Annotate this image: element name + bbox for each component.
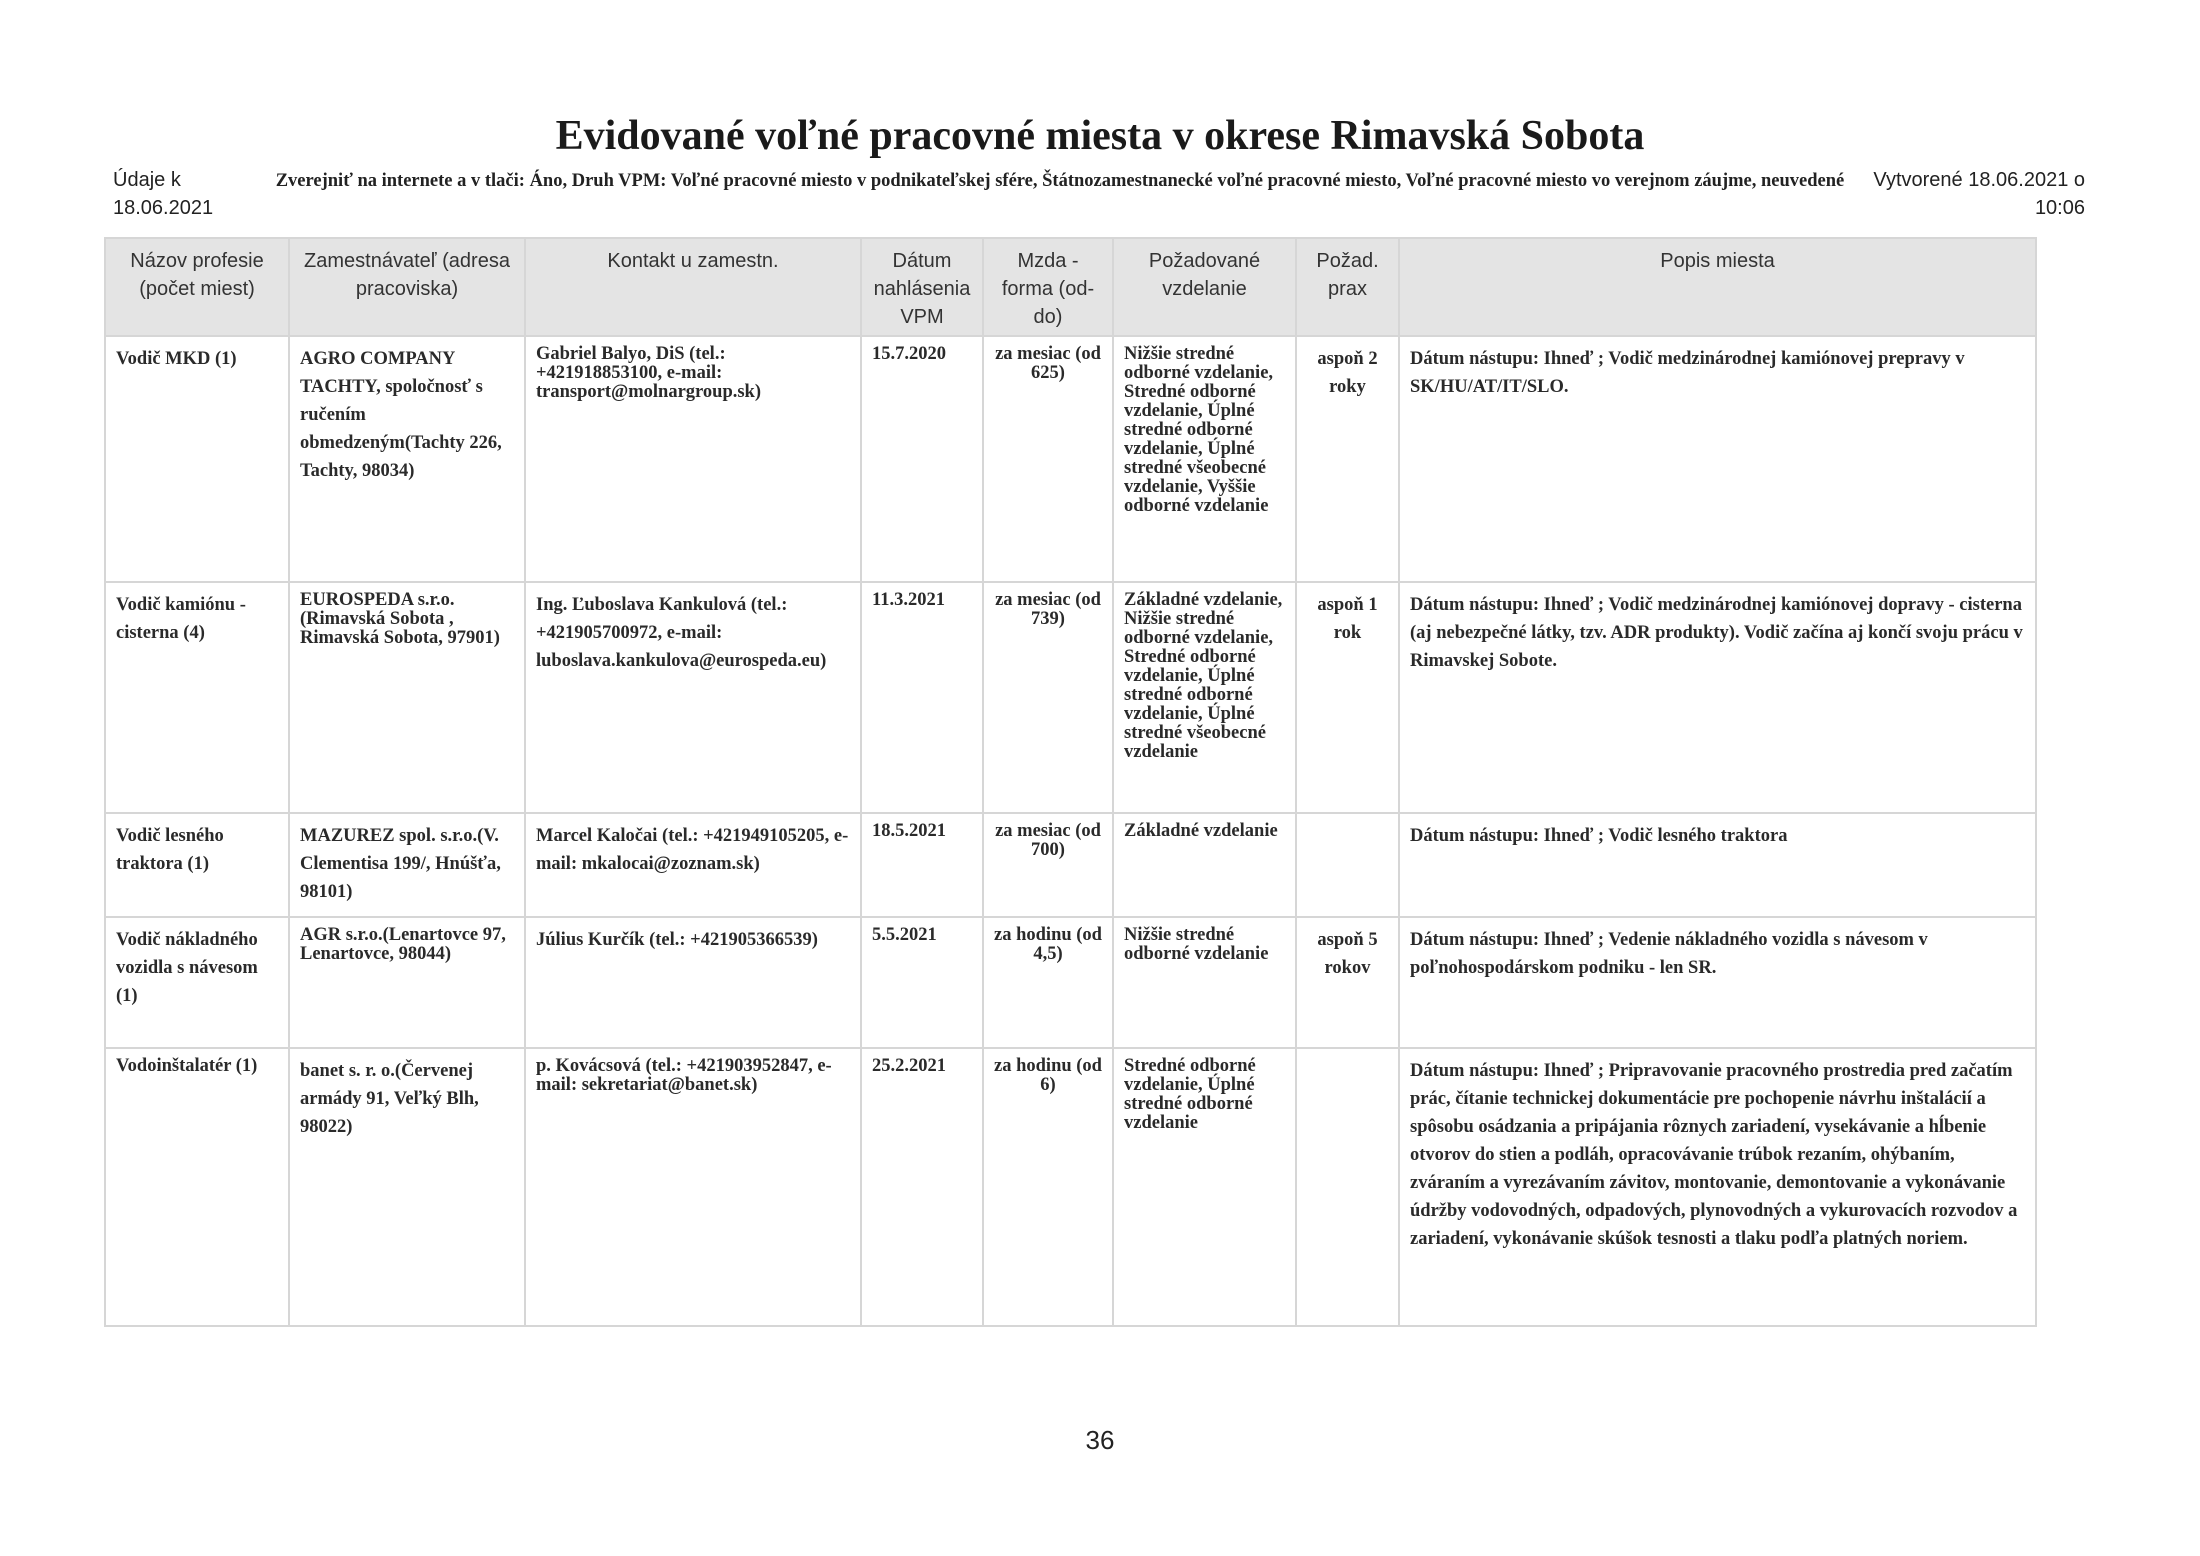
cell-profession: Vodič nákladného vozidla s návesom (1) bbox=[105, 917, 289, 1048]
page-number: 36 bbox=[1085, 1425, 1115, 1455]
cell-salary: za mesiac (od 700) bbox=[983, 813, 1113, 917]
cell-employer: MAZUREZ spol. s.r.o.(V. Clementisa 199/, Hnúšťa, 98101) bbox=[289, 813, 525, 917]
filter-criteria: Zverejniť na internete a v tlači: Áno, Druh VPM: Voľné pracovné miesto v podnikateľskej sfére, Štátnozamestnanecké voľné pracovné miesto, Voľné pracovné miesto vo verejnom záujme, neuvedené bbox=[275, 171, 1845, 191]
cell-contact: Marcel Kaločai (tel.: +421949105205, e-mail: mkalocai@zoznam.sk) bbox=[525, 813, 861, 917]
header-reported-date: Dátum nahlásenia VPM bbox=[861, 238, 983, 336]
cell-experience: aspoň 1 rok bbox=[1296, 582, 1399, 813]
header-employer: Zamestnávateľ (adresa pracoviska) bbox=[289, 238, 525, 336]
header-profession: Názov profesie (počet miest) bbox=[105, 238, 289, 336]
cell-reported-date: 15.7.2020 bbox=[861, 336, 983, 582]
cell-education: Nižšie stredné odborné vzdelanie bbox=[1113, 917, 1296, 1048]
cell-education: Základné vzdelanie, Nižšie stredné odborné vzdelanie, Stredné odborné vzdelanie, Úplné stredné odborné vzdelanie, Úplné stredné všeobecné vzdelanie bbox=[1113, 582, 1296, 813]
data-date-label: Údaje k 18.06.2021 bbox=[113, 169, 214, 219]
cell-reported-date: 11.3.2021 bbox=[861, 582, 983, 813]
cell-salary: za mesiac (od 625) bbox=[983, 336, 1113, 582]
cell-profession: Vodič MKD (1) bbox=[105, 336, 289, 582]
cell-contact: p. Kovácsová (tel.: +421903952847, e-mail: sekretariat@banet.sk) bbox=[525, 1048, 861, 1326]
cell-education: Základné vzdelanie bbox=[1113, 813, 1296, 917]
header-education: Požadované vzdelanie bbox=[1113, 238, 1296, 336]
header-salary: Mzda - forma (od-do) bbox=[983, 238, 1113, 336]
cell-description: Dátum nástupu: Ihneď ; Vodič medzinárodnej kamiónovej dopravy - cisterna (aj nebezpečné látky, tzv. ADR produkty). Vodič začína aj končí svoju prácu v Rimavskej Sobote. bbox=[1399, 582, 2036, 813]
cell-description: Dátum nástupu: Ihneď ; Vedenie nákladného vozidla s návesom v poľnohospodárskom podniku - len SR. bbox=[1399, 917, 2036, 1048]
cell-education: Stredné odborné vzdelanie, Úplné stredné odborné vzdelanie bbox=[1113, 1048, 1296, 1326]
cell-employer: AGRO COMPANY TACHTY, spoločnosť s ručením obmedzeným(Tachty 226, Tachty, 98034) bbox=[289, 336, 525, 582]
cell-contact: Ing. Ľuboslava Kankulová (tel.: +421905700972, e-mail: luboslava.kankulova@eurospeda.eu) bbox=[525, 582, 861, 813]
table-row bbox=[105, 1048, 2036, 1326]
cell-contact: Gabriel Balyo, DiS (tel.: +421918853100, e-mail: transport@molnargroup.sk) bbox=[525, 336, 861, 582]
cell-employer: AGR s.r.o.(Lenartovce 97, Lenartovce, 98044) bbox=[289, 917, 525, 1048]
cell-experience bbox=[1296, 813, 1399, 917]
header-description: Popis miesta bbox=[1399, 238, 2036, 336]
table-row bbox=[105, 917, 2036, 1048]
cell-reported-date: 18.5.2021 bbox=[861, 813, 983, 917]
cell-profession: Vodič lesného traktora (1) bbox=[105, 813, 289, 917]
cell-description: Dátum nástupu: Ihneď ; Vodič lesného traktora bbox=[1399, 813, 2036, 917]
cell-contact: Július Kurčík (tel.: +421905366539) bbox=[525, 917, 861, 1048]
cell-experience bbox=[1296, 1048, 1399, 1326]
cell-profession: Vodoinštalatér (1) bbox=[105, 1048, 289, 1326]
cell-salary: za hodinu (od 6) bbox=[983, 1048, 1113, 1326]
table-header-row bbox=[105, 238, 2036, 336]
cell-employer: EUROSPEDA s.r.o.(Rimavská Sobota , Rimavská Sobota, 97901) bbox=[289, 582, 525, 813]
job-vacancies-table bbox=[104, 237, 2037, 1327]
cell-description: Dátum nástupu: Ihneď ; Vodič medzinárodnej kamiónovej prepravy v SK/HU/AT/IT/SLO. bbox=[1399, 336, 2036, 582]
cell-reported-date: 25.2.2021 bbox=[861, 1048, 983, 1326]
cell-employer: banet s. r. o.(Červenej armády 91, Veľký Blh, 98022) bbox=[289, 1048, 525, 1326]
created-timestamp: Vytvorené 18.06.2021 o 10:06 bbox=[1873, 169, 2085, 219]
cell-salary: za hodinu (od 4,5) bbox=[983, 917, 1113, 1048]
table-row bbox=[105, 582, 2036, 813]
cell-reported-date: 5.5.2021 bbox=[861, 917, 983, 1048]
header-experience: Požad. prax bbox=[1296, 238, 1399, 336]
cell-salary: za mesiac (od 739) bbox=[983, 582, 1113, 813]
cell-education: Nižšie stredné odborné vzdelanie, Stredné odborné vzdelanie, Úplné stredné odborné vzdelanie, Úplné stredné všeobecné vzdelanie, Vyššie odborné vzdelanie bbox=[1113, 336, 1296, 582]
header-contact: Kontakt u zamestn. bbox=[525, 238, 861, 336]
cell-profession: Vodič kamiónu - cisterna (4) bbox=[105, 582, 289, 813]
cell-description: Dátum nástupu: Ihneď ; Pripravovanie pracovného prostredia pred začatím prác, čítanie technickej dokumentácie pre pochopenie návrhu inštalácií a spôsobu osádzania a pripájania rôznych zariadení, vysekávanie a hĺbenie otvorov do stien a podláh, opracovávanie trúbok rezaním, ohýbaním, zváraním a vyrezávaním závitov, montovanie, demontovanie a vykonávanie údržby vodovodných, odpadových, plynovodných a vykurovacích rozvodov a zariadení, vykonávanie skúšok tesnosti a tlaku podľa platných noriem. bbox=[1399, 1048, 2036, 1326]
cell-experience: aspoň 2 roky bbox=[1296, 336, 1399, 582]
table-row bbox=[105, 813, 2036, 917]
page-title: Evidované voľné pracovné miesta v okrese Rimavská Sobota bbox=[555, 113, 1645, 159]
cell-experience: aspoň 5 rokov bbox=[1296, 917, 1399, 1048]
table-row bbox=[105, 336, 2036, 582]
